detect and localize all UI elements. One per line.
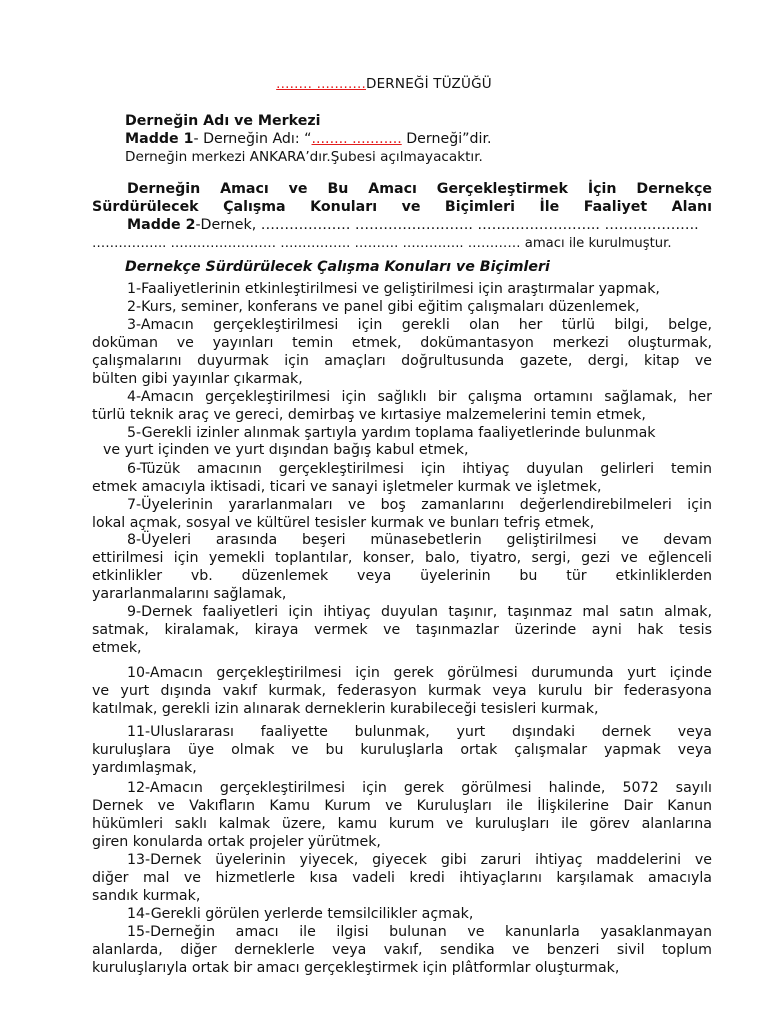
madde-1-post: Derneği”dir.	[401, 131, 492, 147]
madde-2-line-2: …………….. …………………… ……………. ………. ………….. ………… amacı ile kurulmuştur.	[92, 236, 672, 251]
article-line: çalışmalarını duyurmak için amaçları doğrultusunda gazete, dergi, kitap ve	[92, 353, 712, 369]
article-line: türlü teknik araç ve gereci, demirbaş ve kırtasiye malzemelerini temin etmek,	[92, 407, 646, 423]
madde-2-label: Madde 2	[127, 217, 196, 233]
article-line: giren konularda ortak projeler yürütmek,	[92, 834, 381, 850]
article-line: satmak, kiralamak, kiraya vermek ve taşınmazlar üzerinde ayni hak tesis	[92, 622, 712, 638]
madde-1-pre: - Derneğin Adı: “	[193, 131, 312, 147]
section-heading-amac-2: Sürdürülecek Çalışma Konuları ve Biçimleri İle Faaliyet Alanı	[92, 199, 712, 215]
title-text: DERNEĞİ TÜZÜĞÜ	[365, 76, 492, 92]
article-line: yardımlaşmak,	[92, 760, 197, 776]
article-line: etmek amacıyla iktisadi, ticari ve sanayi işletmeler kurmak ve işletmek,	[92, 479, 602, 495]
article-line: 1-Faaliyetlerinin etkinleştirilmesi ve geliştirilmesi için araştırmalar yapmak,	[127, 281, 660, 297]
article-line: ve yurt dışında vakıf kurmak, federasyon kurmak veya kurulu bir federasyona	[92, 683, 712, 699]
article-line: 10-Amacın gerçekleştirilmesi için gerek görülmesi durumunda yurt içinde	[127, 665, 712, 681]
article-line: 14-Gerekli görülen yerlerde temsilcilikler açmak,	[127, 906, 474, 922]
article-line: kuruluşlarıyla ortak bir amacı gerçekleştirmek için plâtformlar oluşturmak,	[92, 960, 620, 976]
article-line: hükümleri saklı kalmak üzere, kamu kurum ve kuruluşları ile görev alanlarına	[92, 816, 712, 832]
article-line: katılmak, gerekli izin alınarak derneklerin kurabileceği tesisleri kurmak,	[92, 701, 599, 717]
article-line: sandık kurmak,	[92, 888, 201, 904]
section-heading-name: Derneğin Adı ve Merkezi	[125, 113, 321, 129]
article-line: ettirilmesi için yemekli toplantılar, konser, balo, tiyatro, sergi, gezi ve eğlenceli	[92, 550, 712, 566]
article-line: etkinlikler vb. düzenlemek veya üyelerinin bu tür etkinliklerden	[92, 568, 712, 584]
article-line: 12-Amacın gerçekleştirilmesi için gerek görülmesi halinde, 5072 sayılı	[127, 780, 712, 796]
article-line: kuruluşlara üye olmak ve bu kuruluşlarla ortak çalışmalar yapmak veya	[92, 742, 712, 758]
document-title	[0, 76, 768, 92]
title-placeholder-dots: ........ ...........	[276, 76, 366, 92]
article-line: bülten gibi yayınlar çıkarmak,	[92, 371, 303, 387]
article-line: ve yurt içinden ve yurt dışından bağış kabul etmek,	[103, 442, 469, 458]
article-line: yararlanmalarını sağlamak,	[92, 586, 287, 602]
madde-1-label: Madde 1	[125, 131, 194, 147]
article-line: etmek,	[92, 640, 142, 656]
name-placeholder-dots: ........ ...........	[311, 131, 402, 147]
article-line: 8-Üyeleri arasında beşeri münasebetlerin geliştirilmesi ve devam	[127, 532, 712, 548]
article-line: 5-Gerekli izinler alınmak şartıyla yardım toplama faaliyetlerinde bulunmak	[127, 425, 656, 441]
article-line: 6-Tüzük amacının gerçekleştirilmesi için ihtiyaç duyulan gelirleri temin	[127, 461, 712, 477]
merkez-line: Derneğin merkezi ANKARA’dır.Şubesi açılmayacaktır.	[125, 149, 483, 165]
article-line: 13-Dernek üyelerinin yiyecek, giyecek gibi zaruri ihtiyaç maddelerini ve	[127, 852, 712, 868]
article-line: 2-Kurs, seminer, konferans ve panel gibi eğitim çalışmaları düzenlemek,	[127, 299, 640, 315]
article-line: 15-Derneğin amacı ile ilgisi bulunan ve kanunlarla yasaklanmayan	[127, 924, 712, 940]
madde-2-rest: -Dernek, ………………. ……………………. …………………….. ………………..	[195, 217, 699, 233]
article-line: alanlarda, diğer derneklerle veya vakıf, sendika ve benzeri sivil toplum	[92, 942, 712, 958]
article-line: 7-Üyelerinin yararlanmaları ve boş zamanlarını değerlendirebilmeleri için	[127, 497, 712, 513]
article-line: 11-Uluslararası faaliyette bulunmak, yurt dışındaki dernek veya	[127, 724, 712, 740]
article-line: doküman ve yayınları temin etmek, dokümantasyon merkezi oluşturmak,	[92, 335, 712, 351]
section-heading-calisma: Dernekçe Sürdürülecek Çalışma Konuları ve Biçimleri	[125, 259, 550, 275]
article-line: diğer mal ve hizmetlerle kısa vadeli kredi ihtiyaçlarını karşılamak amacıyla	[92, 870, 712, 886]
article-line: Dernek ve Vakıfların Kamu Kurum ve Kuruluşları ile İlişkilerine Dair Kanun	[92, 798, 712, 814]
article-line: lokal açmak, sosyal ve kültürel tesisler kurmak ve bunları tefriş etmek,	[92, 515, 595, 531]
article-line: 3-Amacın gerçekleştirilmesi için gerekli olan her türlü bilgi, belge,	[127, 317, 712, 333]
article-line: 4-Amacın gerçekleştirilmesi için sağlıklı bir çalışma ortamını sağlamak, her	[127, 389, 712, 405]
article-line: 9-Dernek faaliyetleri için ihtiyaç duyulan taşınır, taşınmaz mal satın almak,	[127, 604, 712, 620]
section-heading-amac-1: Derneğin Amacı ve Bu Amacı Gerçekleştirmek İçin Dernekçe	[127, 181, 712, 197]
madde-1	[125, 131, 745, 148]
madde-2	[127, 217, 712, 234]
